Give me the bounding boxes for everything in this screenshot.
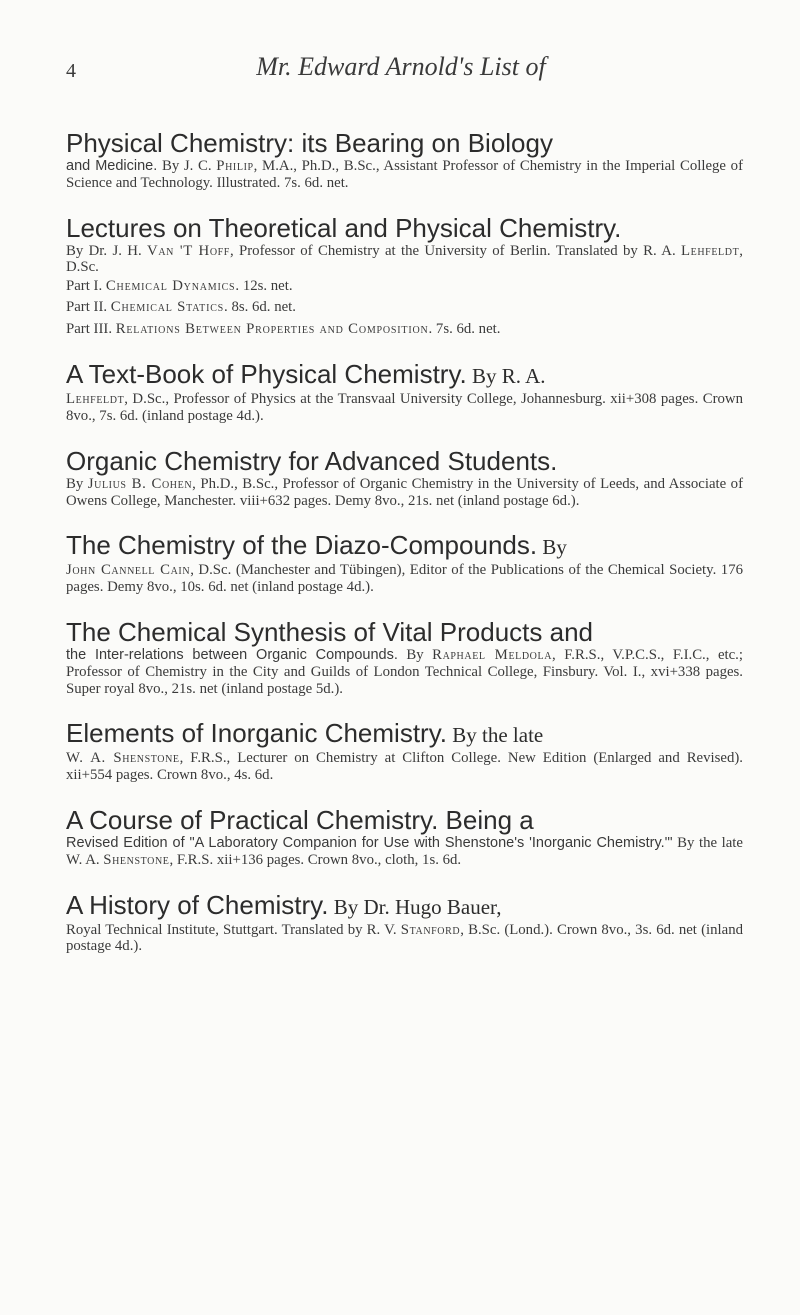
translator-name: Stanford [400, 921, 461, 938]
author-name: Philip [216, 158, 254, 174]
book-subtitle: and Medicine. [66, 158, 158, 174]
book-title: The Chemical Synthesis of Vital Products and [66, 616, 594, 647]
book-title-line: Elements of Inorganic Chemistry. By the late [66, 718, 544, 749]
book-title: Elements of Inorganic Chemistry. [66, 718, 447, 749]
book-description: John Cannell Cain, D.Sc. (Manchester and Tübingen), Editor of the Publications of the Chemical Society. 176 pages. Demy 8vo., 10s. 6d. net (inland postage 4d.). [66, 562, 743, 596]
book-description: Royal Technical Institute, Stuttgart. Translated by R. V. Stanford, B.Sc. (Lond.). Crown 8vo., 3s. 6d. net (inland postage 4d.). [66, 921, 743, 955]
author-name: Lehfeldt [66, 391, 125, 408]
book-description: the Inter-relations between Organic Compounds. By Raphael Meldola, F.R.S., V.P.C.S., F.I.C., etc.; Professor of Chemistry in the City and Guilds of London Technical College, Finsbury. Vol. I., xvi+338 pages. Super royal 8vo., 21s. net (inland postage 5d.). [66, 646, 743, 697]
book-entry [66, 805, 743, 869]
book-description: Revised Edition of "A Laboratory Companion for Use with Shenstone's 'Inorganic Chemistry.'" By the late W. A. Shenstone, F.R.S. xii+136 pages. Crown 8vo., cloth, 1s. 6d. [66, 834, 743, 868]
book-entry [66, 530, 743, 596]
translator-name: Lehfeldt [681, 242, 740, 259]
book-entry [66, 128, 743, 192]
book-title: Lectures on Theoretical and Physical Chemistry. [66, 212, 622, 243]
book-subtitle: the Inter-relations between Organic Compounds. [66, 646, 398, 663]
book-entry [66, 617, 743, 697]
author-name: W. A. Shenstone [66, 750, 180, 767]
book-description: By Julius B. Cohen, Ph.D., B.Sc., Professor of Organic Chemistry in the University of Leeds, and Associate of Owens College, Manchester. viii+632 pages. Demy 8vo., 21s. net (inland postage 6d.). [66, 475, 744, 509]
page-header [66, 52, 736, 92]
author-name: John Cannell Cain [66, 562, 191, 579]
book-title: A Course of Practical Chemistry. Being a [66, 804, 534, 835]
book-subtitle: Revised Edition of "A Laboratory Companion for Use with Shenstone's 'Inorganic Chemistry.'" [66, 834, 673, 851]
book-title-line: A Text-Book of Physical Chemistry. By R. A. [66, 359, 546, 390]
author-name: Shenstone [103, 851, 170, 868]
author-name: Julius B. Cohen [87, 475, 193, 492]
author-name: Raphael Meldola [432, 646, 553, 663]
book-title: Organic Chemistry for Advanced Students. [66, 445, 558, 476]
book-title-line: A History of Chemistry. By Dr. Hugo Bauer, [66, 889, 502, 920]
book-title-line: The Chemistry of the Diazo-Compounds. By [66, 530, 567, 561]
book-title: The Chemistry of the Diazo-Compounds. [66, 530, 538, 561]
book-entry [66, 890, 743, 956]
book-entry [66, 213, 743, 339]
book-description: By Dr. J. H. Van 'T Hoff, Professor of Chemistry at the University of Berlin. Translated by R. A. Lehfeldt, D.Sc. [66, 242, 743, 276]
author-name: Van 'T Hoff [147, 242, 230, 259]
book-entry [66, 446, 743, 510]
page-number: 4 [66, 60, 76, 82]
running-title: Mr. Edward Arnold's List of [256, 52, 546, 81]
book-entry [66, 718, 743, 784]
book-title: Physical Chemistry: its Bearing on Biology [66, 128, 553, 158]
volume-part: Part II. Chemical Statics. 8s. 6d. net. [66, 299, 296, 316]
book-description: W. A. Shenstone, F.R.S., Lecturer on Chemistry at Clifton College. New Edition (Enlarged and Revised). xii+554 pages. Crown 8vo., 4s. 6d. [66, 750, 743, 784]
volume-part: Part III. Relations Between Properties and Composition. 7s. 6d. net. [66, 321, 501, 338]
book-description: Lehfeldt, D.Sc., Professor of Physics at the Transvaal University College, Johannesburg. xii+308 pages. Crown 8vo., 7s. 6d. (inland postage 4d.). [66, 391, 743, 424]
book-description: and Medicine. By J. C. Philip, M.A., Ph.D., B.Sc., Assistant Professor of Chemistry in the Imperial College of Science and Technology. Illustrated. 7s. 6d. net. [66, 158, 744, 191]
volume-part: Part I. Chemical Dynamics. 12s. net. [66, 278, 293, 295]
book-entries [66, 128, 743, 976]
book-title: A History of Chemistry. [66, 889, 329, 920]
book-title: A Text-Book of Physical Chemistry. [66, 359, 467, 390]
book-entry [66, 359, 743, 425]
